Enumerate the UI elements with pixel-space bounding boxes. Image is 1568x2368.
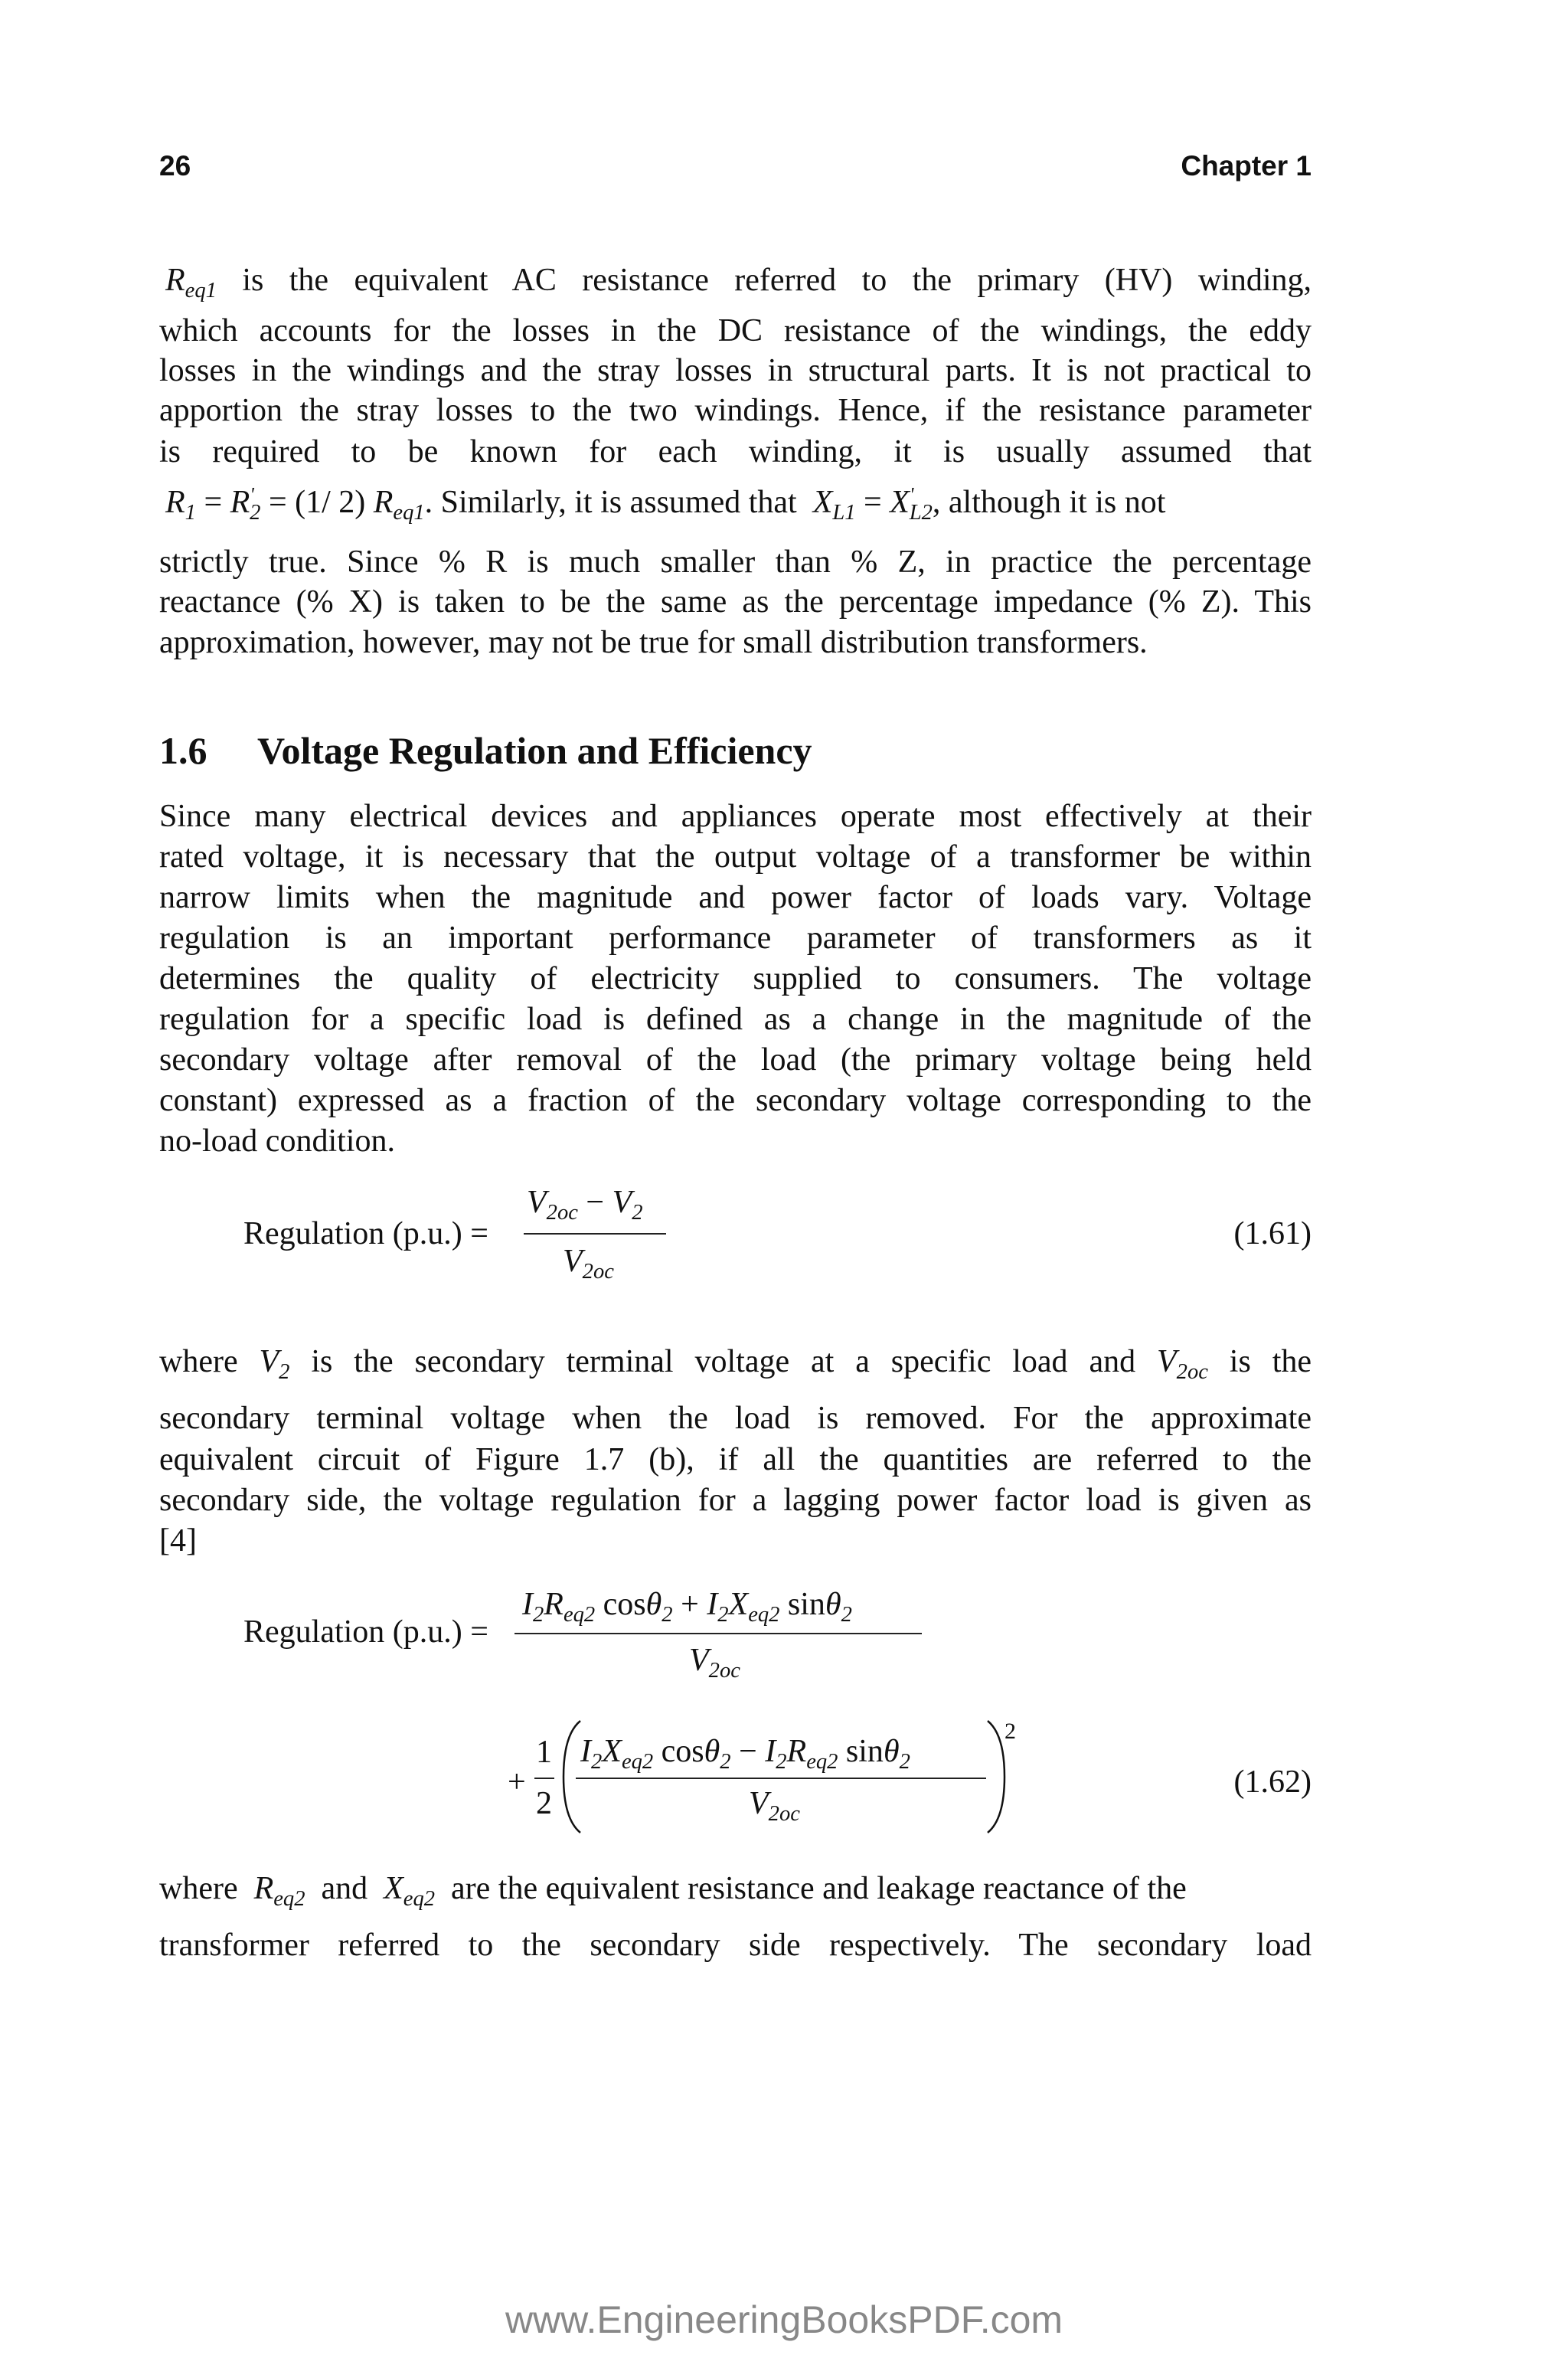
eq161-fraction-bar xyxy=(524,1233,666,1235)
para3-line-2: secondary terminal voltage when the load is removed. For the approximate xyxy=(159,1401,1312,1436)
v2-symbol: $V_2$ xyxy=(259,1344,290,1385)
req2-symbol: $R_{eq2}$ xyxy=(253,1871,305,1912)
para2-line-9: no-load condition. xyxy=(159,1123,395,1159)
eq162-numerator-2: $I_2X_{eq2}$ $\cos\theta_2 - I_2R_{eq2}$ sinθ$_2$ xyxy=(580,1734,910,1774)
para2-line-2: rated voltage, it is necessary that the output voltage of a transformer be within xyxy=(159,839,1312,875)
para2-line-6: regulation for a specific load is defined as a change in the magnitude of the xyxy=(159,1002,1312,1037)
para2-line-7: secondary voltage after removal of the load (the primary voltage being held xyxy=(159,1042,1312,1078)
eq161-denominator: $V_{2oc}$ xyxy=(563,1244,614,1284)
eq162-half-num: 1 xyxy=(536,1735,552,1770)
r1-equation: $R_1 = R'_2 = (1/$ 2) $R_{eq1}$ xyxy=(165,483,425,525)
eq161-lhs: Regulation (p.u.) = xyxy=(243,1216,488,1251)
intro-line-4: apportion the stray losses to the two windings. Hence, if the resistance parameter xyxy=(159,393,1312,428)
intro-line-1-text: is the equivalent AC resistance referred to the primary (HV) winding, xyxy=(242,263,1312,298)
intro-line-8: reactance (% X) is taken to be the same as the percentage impedance (% Z). This xyxy=(159,584,1312,620)
eq162-numerator-1: $I_2R_{eq2}$ $\cos\theta_2 + I_2X_{eq2}$ sinθ$_2$ xyxy=(522,1587,852,1627)
eq162-exponent: 2 xyxy=(1004,1719,1016,1744)
intro-line-6 xyxy=(159,482,1312,525)
v2oc-symbol: $V_{2oc}$ xyxy=(1157,1344,1208,1385)
para2-line-4: regulation is an important performance parameter of transformers as it xyxy=(159,921,1312,956)
xeq2-symbol: $X_{eq2}$ xyxy=(384,1871,436,1912)
para3-line-3: equivalent circuit of Figure 1.7 (b), if all the quantities are referred to the xyxy=(159,1442,1312,1477)
para4-line-1-end: are the equivalent resistance and leakage reactance of the xyxy=(451,1871,1187,1906)
intro-line-3: losses in the windings and the stray losses in structural parts. It is not practical to xyxy=(159,353,1312,388)
eq162-fraction-bar-1 xyxy=(514,1633,922,1634)
para4-where: where xyxy=(159,1871,238,1906)
para3-where: where xyxy=(159,1344,238,1379)
para2-line-8: constant) expressed as a fraction of the secondary voltage corresponding to the xyxy=(159,1083,1312,1118)
section-number: 1.6 xyxy=(159,729,207,772)
para2-line-1: Since many electrical devices and appliances operate most effectively at their xyxy=(159,799,1312,834)
eq162-denominator-1: $V_{2oc}$ xyxy=(689,1643,740,1683)
section-heading xyxy=(159,728,812,774)
para3-line-1 xyxy=(159,1342,1312,1385)
para2-line-3: narrow limits when the magnitude and power factor of loads vary. Voltage xyxy=(159,880,1312,915)
req1-symbol: $R_{eq1}$ xyxy=(165,263,217,303)
section-title: Voltage Regulation and Efficiency xyxy=(257,729,812,772)
para4-and: and xyxy=(321,1871,368,1906)
para4-line-1 xyxy=(159,1869,1312,1912)
eq162-plus: + xyxy=(508,1765,526,1800)
eq162-number: (1.62) xyxy=(1233,1765,1312,1800)
para3-line-1-mid: is the secondary terminal voltage at a specific load and xyxy=(311,1344,1136,1379)
intro-line-6-end: , although it is not xyxy=(932,485,1166,520)
para2-line-5: determines the quality of electricity supplied to consumers. The voltage xyxy=(159,961,1312,996)
eq162-lhs: Regulation (p.u.) = xyxy=(243,1614,488,1650)
chapter-label: Chapter 1 xyxy=(1181,150,1312,182)
intro-line-2: which accounts for the losses in the DC resistance of the windings, the eddy xyxy=(159,313,1312,348)
eq162-fraction-bar-2 xyxy=(576,1778,986,1779)
eq162-half-den: 2 xyxy=(536,1786,552,1821)
eq161-number: (1.61) xyxy=(1233,1216,1312,1251)
para3-line-5: [4] xyxy=(159,1523,197,1558)
page-number: 26 xyxy=(159,150,191,182)
para4-line-2: transformer referred to the secondary side respectively. The secondary load xyxy=(159,1928,1312,1963)
intro-line-1 xyxy=(159,260,1312,303)
para3-line-4: secondary side, the voltage regulation for a lagging power factor load is given as xyxy=(159,1483,1312,1518)
eq161-numerator: $V_{2oc} - V_2$ xyxy=(527,1185,643,1225)
intro-line-6-mid: . Similarly, it is assumed that xyxy=(424,485,797,520)
xl-equation: $X_{L1} = X'_{L2}$ xyxy=(812,483,933,525)
intro-line-5: is required to be known for each winding, it is usually assumed that xyxy=(159,434,1312,469)
intro-line-7: strictly true. Since % R is much smaller than % Z, in practice the percentage xyxy=(159,545,1312,580)
para3-line-1-end: is the xyxy=(1229,1344,1312,1379)
footer-watermark-url[interactable]: www.EngineeringBooksPDF.com xyxy=(505,2298,1063,2341)
eq162-half-bar xyxy=(534,1778,554,1779)
eq162-denominator-2: $V_{2oc}$ xyxy=(749,1786,800,1827)
intro-line-9: approximation, however, may not be true for small distribution transformers. xyxy=(159,625,1148,660)
